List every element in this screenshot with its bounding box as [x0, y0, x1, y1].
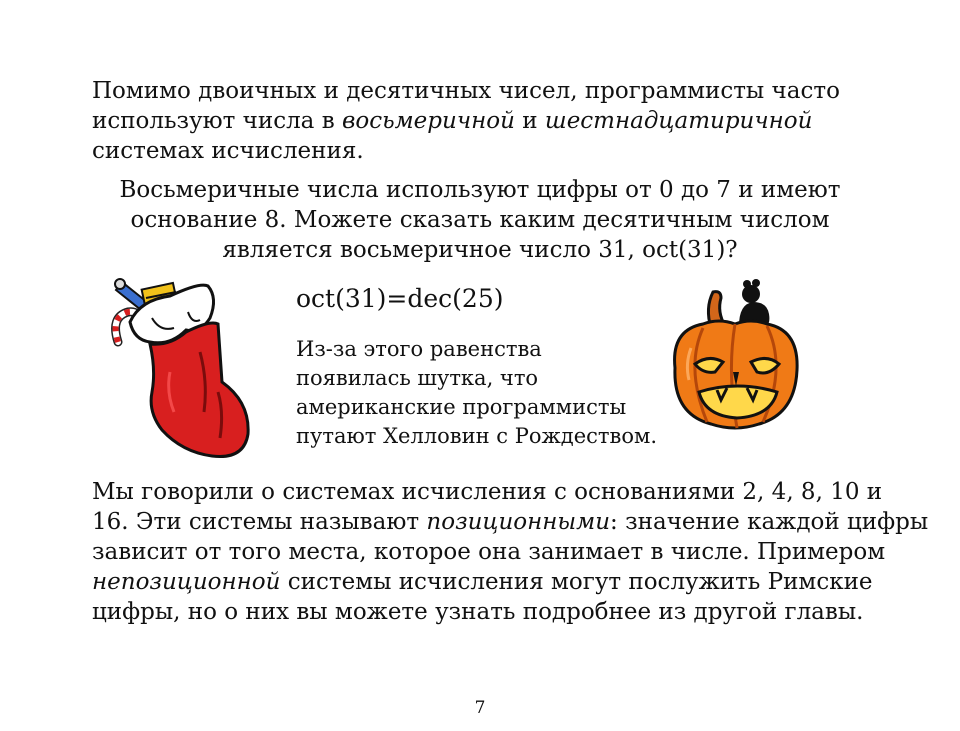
- page-number: 7: [474, 698, 486, 718]
- intro-line-2-start: используют числа в: [92, 108, 342, 134]
- joke-line-4: путают Хелловин с Рождеством.: [296, 424, 657, 448]
- intro-line-2-conjunction: и: [514, 108, 545, 134]
- intro-paragraph: [92, 76, 892, 166]
- closing-line-5: цифры, но о них вы можете узнать подробнее из другой главы.: [92, 599, 864, 625]
- question-line-1: Восьмеричные числа используют цифры от 0 до 7 и имеют: [119, 177, 841, 203]
- closing-line-4: [92, 567, 892, 597]
- closing-paragraph: [92, 477, 929, 627]
- closing-line-2-end: : значение каждой цифры: [610, 509, 929, 535]
- intro-line-3: системах исчисления.: [92, 138, 364, 164]
- closing-line-2: [92, 507, 929, 537]
- closing-line-4-end: системы исчисления могут послужить Римские: [280, 569, 873, 595]
- closing-line-1: Мы говорили о системах исчисления с основаниями 2, 4, 8, 10 и: [92, 479, 883, 505]
- closing-line-2-start: 16. Эти системы называют: [92, 509, 427, 535]
- intro-line-1: Помимо двоичных и десятичных чисел, программисты часто: [92, 78, 840, 104]
- closing-line-3: зависит от того места, которое она занимает в числе. Примером: [92, 539, 886, 565]
- question-line-2: основание 8. Можете сказать каким десятичным числом: [130, 207, 830, 233]
- joke-paragraph: [296, 335, 657, 451]
- positional-term: позиционными: [426, 509, 611, 535]
- christmas-stocking-icon: [100, 262, 260, 462]
- jack-o-lantern-icon: [655, 268, 815, 443]
- nonpositional-term: непозиционной: [92, 569, 281, 595]
- question-paragraph: [92, 175, 868, 265]
- question-line-3: является восьмеричное число 31, oct(31)?: [222, 237, 738, 263]
- octal-term: восьмеричной: [341, 108, 515, 134]
- joke-line-2: появилась шутка, что: [296, 366, 539, 390]
- hexadecimal-term: шестнадцатиричной: [544, 108, 813, 134]
- octal-decimal-equation: oct(31)=dec(25): [296, 284, 504, 313]
- joke-line-3: американские программисты: [296, 395, 627, 419]
- joke-line-1: Из-за этого равенства: [296, 337, 542, 361]
- intro-line-2: [92, 106, 892, 136]
